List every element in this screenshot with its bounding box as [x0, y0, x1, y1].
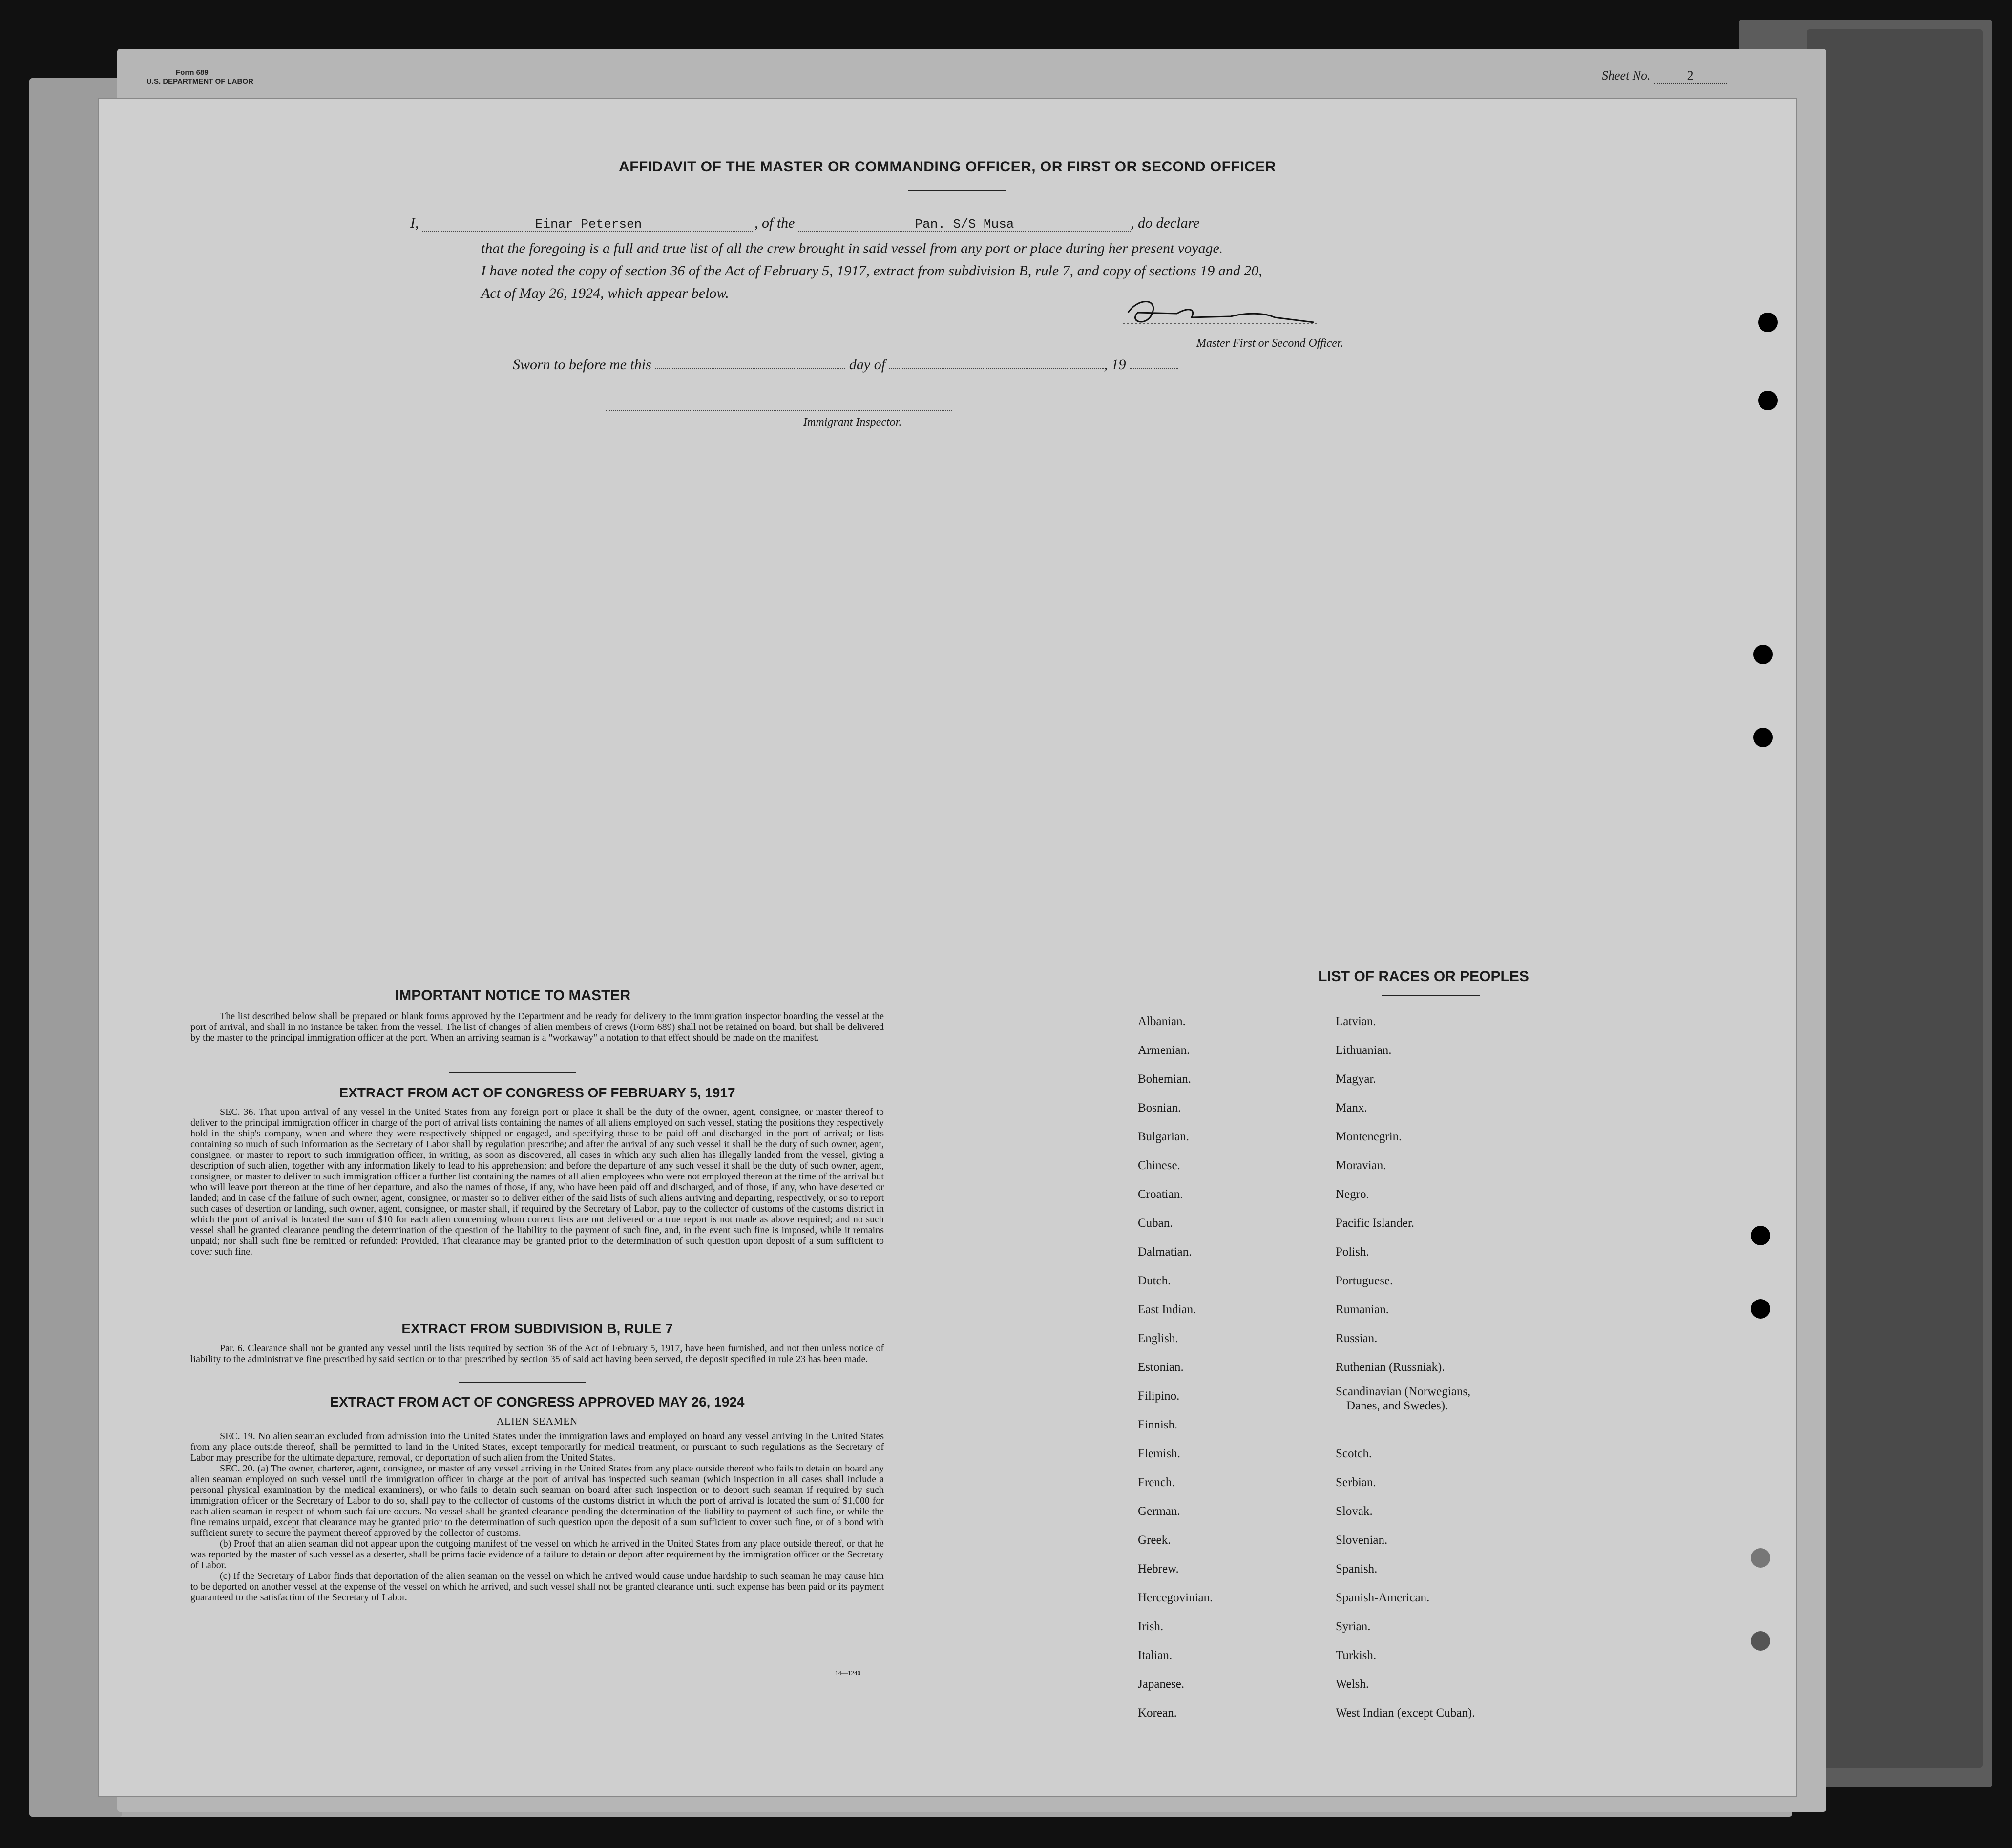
form-number: Form 689 — [176, 68, 209, 77]
races-column-1 — [1138, 1007, 1213, 1727]
declaration-line-4: Act of May 26, 1924, which appear below. — [481, 285, 729, 301]
race-item: Danes, and Swedes). — [1346, 1399, 1448, 1412]
races-column-2 — [1336, 1007, 1475, 1727]
extract-1924-text — [190, 1431, 884, 1603]
extract-1917-title: EXTRACT FROM ACT OF CONGRESS OF FEBRUARY 5, 1917 — [339, 1085, 735, 1100]
declaration-line-2: that the foregoing is a full and true list of all the crew brought in said vessel from any port or place during her present voyage. — [481, 240, 1223, 256]
notice-paragraph: The list described below shall be prepared on blank forms approved by the Department and be ready for delivery to the immigration inspector boarding the vessel at the port of arrival, and shall in no instance be taken from the vessel. The list of changes of alien members of crews (Form 689) shall not be retained on board, but shall be delivered by the master to the principal immigration officer at the port. When an arriving seaman is a "workaway" a notation to that effect should be made on the manifest. — [190, 1011, 884, 1043]
paragraph-6: Par. 6. Clearance shall not be granted any vessel until the lists required by section 36 of the Act of February 5, 1917, have been furnished, and not then unless notice of liability to the administrative fine prescribed by said section or to that prescribed by section 35 of said act having been served, the deposit specified in rule 23 has been made. — [190, 1343, 884, 1365]
binder-hole — [1751, 1299, 1770, 1319]
race-item: Bosnian. — [1138, 1101, 1181, 1114]
binder-hole — [1758, 313, 1778, 332]
extract-1917-text — [190, 1107, 884, 1257]
sheet-label: Sheet No. — [1602, 68, 1651, 83]
race-item: Rumanian. — [1336, 1303, 1389, 1316]
race-item: Slovenian. — [1336, 1533, 1388, 1547]
binder-hole — [1753, 728, 1773, 747]
race-item: Negro. — [1336, 1188, 1369, 1201]
sworn-month-field — [889, 368, 1104, 369]
declaration-line-3: I have noted the copy of section 36 of the Act of February 5, 1917, extract from subdivision B, rule 7, and copy of sections 19 and 20, — [481, 263, 1262, 279]
binder-hole — [1751, 1226, 1770, 1245]
race-item: French. — [1138, 1476, 1175, 1489]
race-item: Scotch. — [1336, 1447, 1372, 1460]
signature — [1118, 293, 1323, 332]
sworn-line — [513, 357, 1178, 373]
race-item: East Indian. — [1138, 1303, 1196, 1316]
race-item: Pacific Islander. — [1336, 1217, 1415, 1230]
title-rule — [908, 190, 1006, 191]
affidavit-title: AFFIDAVIT OF THE MASTER OR COMMANDING OFFICER, OR FIRST OR SECOND OFFICER — [619, 159, 1276, 175]
notice-title: IMPORTANT NOTICE TO MASTER — [395, 987, 631, 1004]
race-item: Dalmatian. — [1138, 1245, 1192, 1259]
race-item: Spanish-American. — [1336, 1591, 1430, 1604]
form-header — [147, 68, 253, 86]
race-item: Bulgarian. — [1138, 1130, 1189, 1143]
i-label: I, — [410, 215, 419, 231]
race-item: Korean. — [1138, 1706, 1177, 1720]
race-item: Japanese. — [1138, 1678, 1185, 1691]
race-item: Croatian. — [1138, 1188, 1183, 1201]
race-item: Scandinavian (Norwegians, — [1336, 1385, 1471, 1398]
race-item: Dutch. — [1138, 1274, 1171, 1287]
of-the-label: , of the — [754, 215, 795, 231]
background-sheet — [1807, 29, 1983, 1768]
vessel-name: Pan. S/S Musa — [798, 217, 1131, 232]
race-item: Syrian. — [1336, 1620, 1371, 1633]
title-rule — [1382, 995, 1480, 996]
inspector-caption: Immigrant Inspector. — [803, 416, 902, 429]
sheet-number — [1602, 68, 1727, 84]
sheet-number-value: 2 — [1654, 68, 1727, 84]
extract-rule7-title: EXTRACT FROM SUBDIVISION B, RULE 7 — [401, 1321, 673, 1336]
officer-name: Einar Petersen — [422, 217, 754, 232]
race-item: Manx. — [1336, 1101, 1367, 1114]
race-item: Lithuanian. — [1336, 1044, 1392, 1057]
sworn-year-field — [1130, 368, 1178, 369]
sworn-label: Sworn to before me this — [513, 357, 651, 373]
race-item: Portuguese. — [1336, 1274, 1393, 1287]
year-label: , 19 — [1104, 357, 1126, 373]
race-item: Spanish. — [1336, 1562, 1378, 1575]
race-item: Hercegovinian. — [1138, 1591, 1213, 1604]
race-item: Magyar. — [1336, 1072, 1376, 1086]
race-item: Filipino. — [1138, 1389, 1180, 1403]
sworn-day-field — [655, 368, 845, 369]
race-item: Irish. — [1138, 1620, 1164, 1633]
race-item: Hebrew. — [1138, 1562, 1179, 1575]
section-19-paragraph: SEC. 19. No alien seaman excluded from admission into the United States under the immigration laws and employed on board any vessel arriving in the United States from any place outside thereof, shall be permitted to land in the United States, except temporarily for medical treatment, or pursuant to such regulations as the Secretary of Labor may prescribe for the ultimate departure, removal, or deportation of such alien from the United States. — [190, 1431, 884, 1463]
section-20c-paragraph: (c) If the Secretary of Labor finds that deportation of the alien seaman on the vessel on which he arrived would cause undue hardship to such seaman he may cause him to be deported on another vessel at the expense of the vessel on which he arrived, and such vessel shall not be granted clearance until such expense has been paid or its payment guaranteed to the satisfaction of the Secretary of Labor. — [190, 1571, 884, 1603]
alien-seamen-subtitle: ALIEN SEAMEN — [496, 1415, 578, 1427]
race-item: Russian. — [1336, 1332, 1378, 1345]
race-item: Flemish. — [1138, 1447, 1180, 1460]
race-item: Albanian. — [1138, 1015, 1186, 1028]
race-item: Turkish. — [1336, 1649, 1377, 1662]
binder-hole — [1751, 1548, 1770, 1568]
race-item: Welsh. — [1336, 1678, 1369, 1691]
race-item: English. — [1138, 1332, 1178, 1345]
declaration-line-1 — [410, 215, 1199, 232]
race-item: Latvian. — [1336, 1015, 1376, 1028]
extract-rule7-text — [190, 1343, 884, 1365]
race-item: Serbian. — [1336, 1476, 1376, 1489]
race-item: Montenegrin. — [1336, 1130, 1402, 1143]
race-item: Estonian. — [1138, 1361, 1184, 1374]
races-title: LIST OF RACES OR PEOPLES — [1318, 968, 1529, 985]
day-of-label: day of — [849, 357, 886, 373]
section-rule — [449, 1072, 576, 1073]
binder-hole — [1751, 1631, 1770, 1651]
race-item: Chinese. — [1138, 1159, 1180, 1172]
race-item: Finnish. — [1138, 1418, 1178, 1431]
race-item: West Indian (except Cuban). — [1336, 1706, 1475, 1720]
section-20a-paragraph: SEC. 20. (a) The owner, charterer, agent, consignee, or master of any vessel arriving in the United States from any place outside thereof who fails to detain on board any alien seaman employed on such vessel until the immigration officer in charge at the port of arrival has inspected such seaman (which inspection in all cases shall include a personal physical examination by the medical examiners), or who fails to detain such seaman on board after such inspection or to deport such seaman if required by such immigration officer or the Secretary of Labor to do so, shall pay to the collector of customs of the customs district in which the port of arrival is located the sum of $1,000 for each alien seaman in respect of whom such failure occurs. No vessel shall be granted clearance pending the determination of the liability to payment of such fine, or while the fine remains unpaid, except that clearance may be granted prior to the determination of such question upon the deposit of a sum sufficient to cover such fine, or of a bond with sufficient surety to secure the payment thereof approved by the collector of customs. — [190, 1463, 884, 1538]
notice-text — [190, 1011, 884, 1043]
signature-caption: Master First or Second Officer. — [1196, 337, 1343, 350]
binder-hole — [1758, 391, 1778, 410]
inspector-signature-line — [606, 410, 952, 411]
extract-1924-title: EXTRACT FROM ACT OF CONGRESS APPROVED MAY 26, 1924 — [330, 1394, 745, 1409]
race-item: Polish. — [1336, 1245, 1369, 1259]
race-item: German. — [1138, 1505, 1180, 1518]
do-declare-label: , do declare — [1131, 215, 1200, 231]
section-36-paragraph: SEC. 36. That upon arrival of any vessel in the United States from any foreign port or place it shall be the duty of the owner, agent, consignee, or master thereof to deliver to the principal immigration officer in charge of the port of arrival lists containing the names of all aliens employed on such vessel, stating the positions they respectively hold in the ship's company, when and where they were respectively shipped or engaged, and specifying those to be paid off and discharged in the port of arrival; or lists containing so much of such information as the Secretary of Labor shall by regulation prescribe; and after the arrival of any such vessel it shall be the duty of such owner, agent, consignee, or master to report to such immigration officer, in writing, as soon as discovered, all cases in which any such alien has illegally landed from the vessel, giving a description of such alien, together with any information likely to lead to his apprehension; and before the departure of any such vessel it shall be the duty of such owner, agent, consignee, or master to deliver to such immigration officer a further list containing the names of all alien employees who were not employed thereon at the time of the arrival but who will leave port thereon at the time of her departure, and also the names of those, if any, who have been paid off and discharged, and of those, if any, who have deserted or landed; and in case of the failure of such owner, agent, consignee, or master so to deliver either of the said lists of such aliens arriving and departing, respectively, or so to report such cases of desertion or landing, such owner, agent, consignee, or master shall, if required by the Secretary of Labor, pay to the collector of customs of the customs district in which the port of arrival is located the sum of $10 for each alien concerning whom correct lists are not delivered or a true report is not made as above required; and no such vessel shall be granted clearance pending the determination of the question of the liability to the payment of such fine, and, in the event such fine is imposed, while it remains unpaid; nor shall such fine be remitted or refunded: Provided, That clearance may be granted prior to the determination of such question upon deposit of a sum sufficient to cover such fine. — [190, 1107, 884, 1257]
race-item: Slovak. — [1336, 1505, 1373, 1518]
section-rule — [459, 1382, 586, 1383]
race-item: Greek. — [1138, 1533, 1171, 1547]
race-item: Bohemian. — [1138, 1072, 1192, 1086]
print-code: 14—1240 — [835, 1669, 860, 1677]
race-item: Armenian. — [1138, 1044, 1190, 1057]
binder-hole — [1753, 645, 1773, 664]
race-item: Moravian. — [1336, 1159, 1386, 1172]
department-name: U.S. DEPARTMENT OF LABOR — [147, 77, 253, 85]
affidavit-page — [98, 98, 1797, 1797]
race-item: Ruthenian (Russniak). — [1336, 1361, 1445, 1374]
section-20b-paragraph: (b) Proof that an alien seaman did not appear upon the outgoing manifest of the vessel on which he arrived in the United States from any place outside thereof, or that he was reported by the master of such vessel as a deserter, shall be prima facie evidence of a failure to detain or deport after requirement by the immigration officer or the Secretary of Labor. — [190, 1538, 884, 1571]
race-item: Cuban. — [1138, 1217, 1173, 1230]
race-item: Italian. — [1138, 1649, 1173, 1662]
